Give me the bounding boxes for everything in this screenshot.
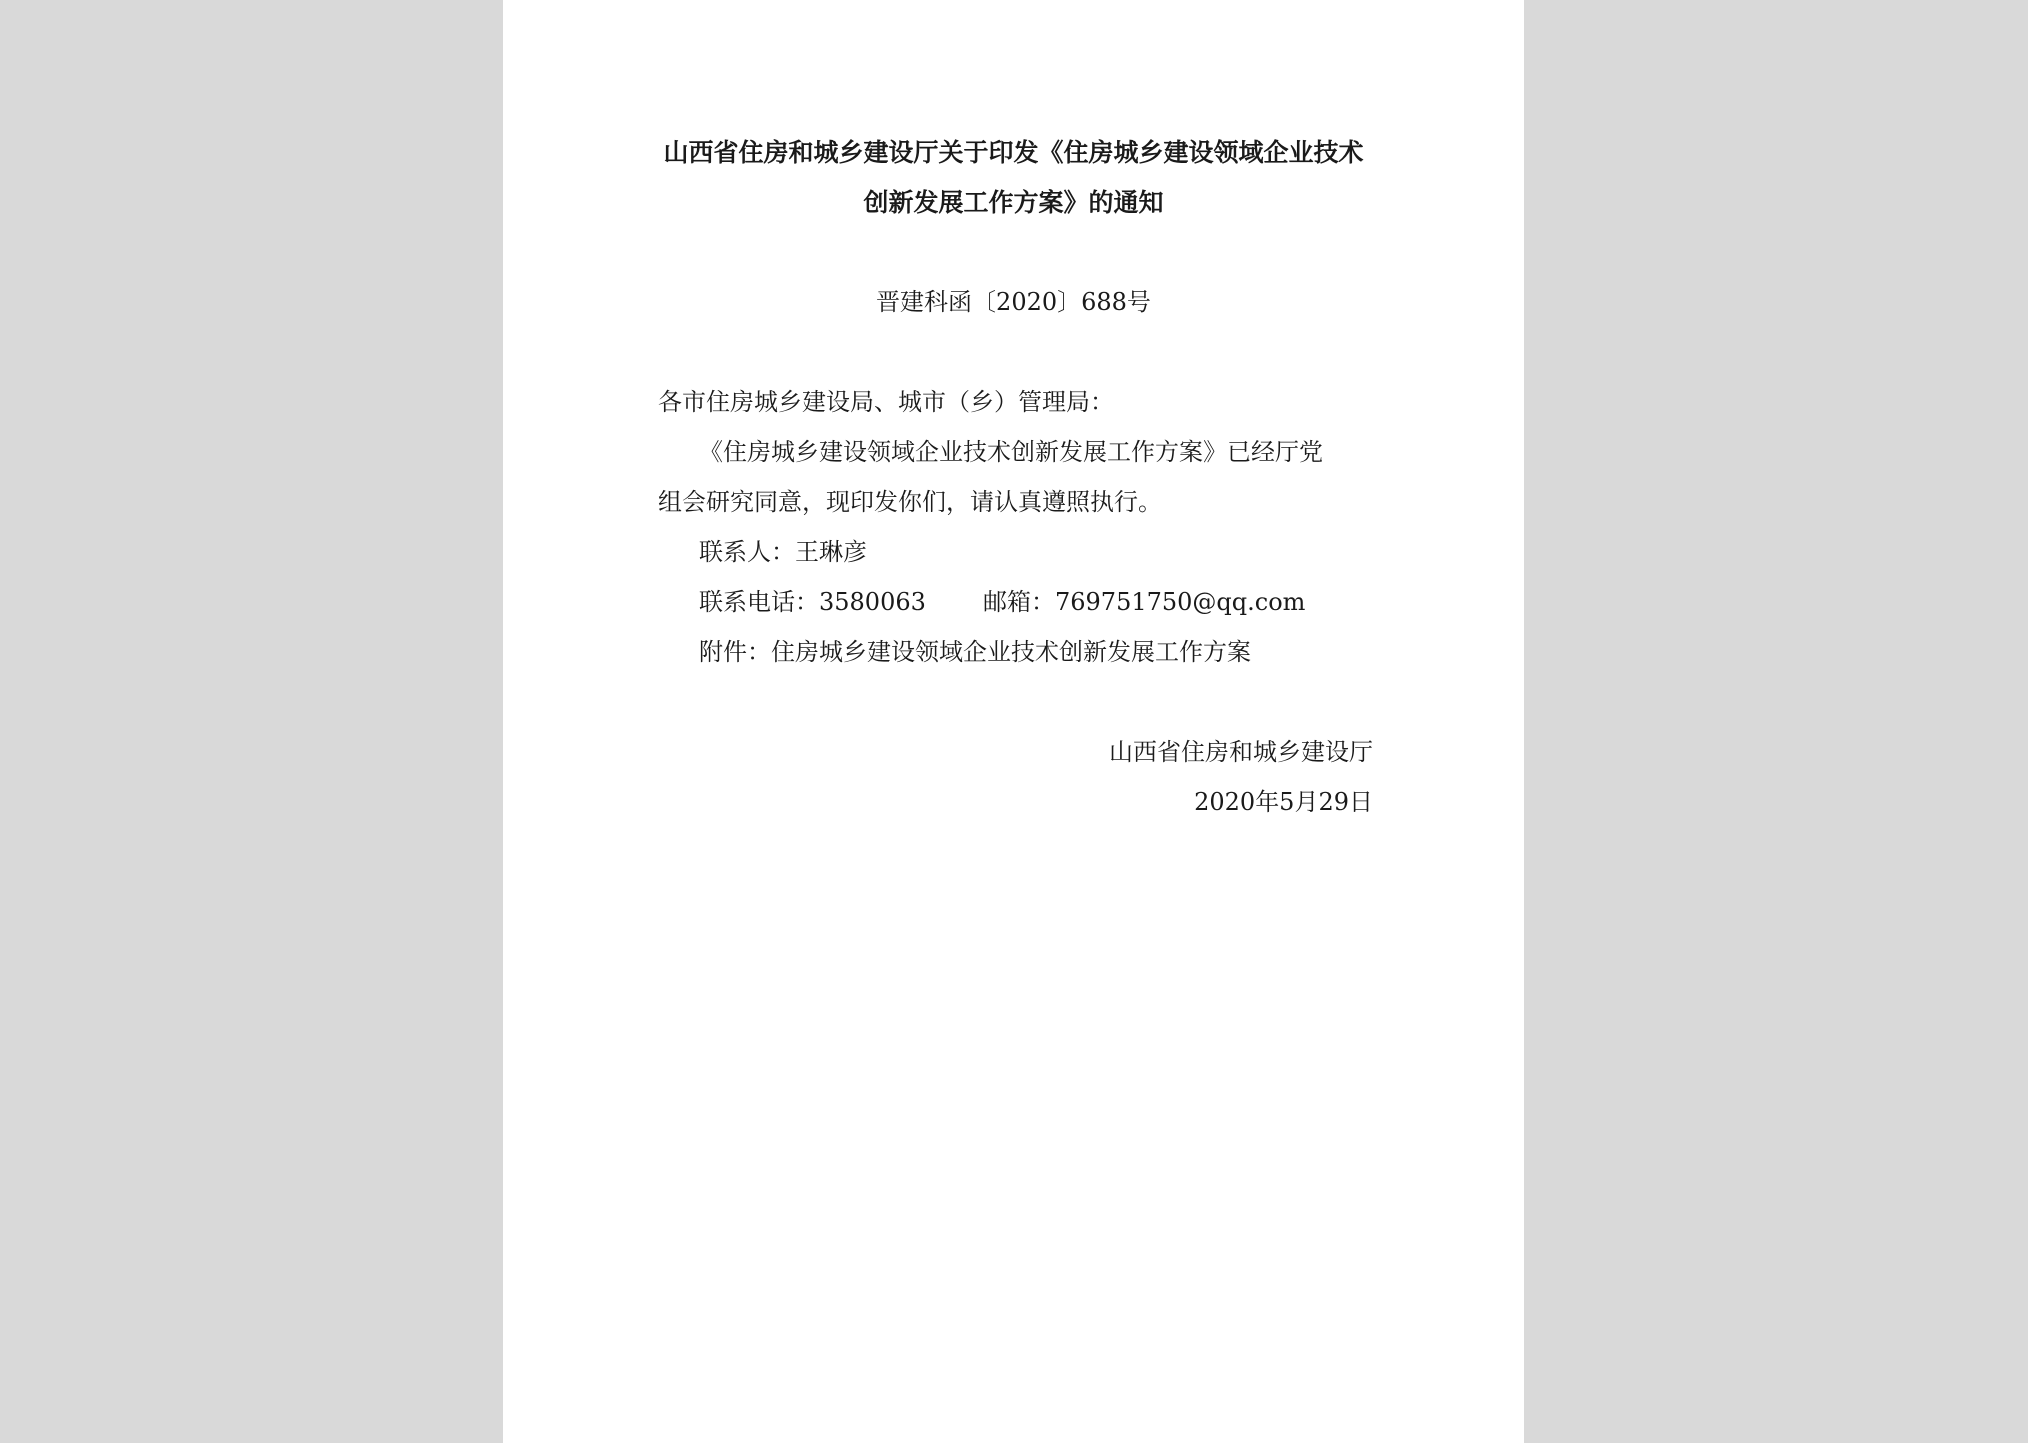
document-title-line-2: 创新发展工作方案》的通知: [863, 188, 1164, 217]
issuer: 山西省住房和城乡建设厅: [1109, 738, 1373, 766]
attachment-line: 附件：住房城乡建设领域企业技术创新发展工作方案: [699, 638, 1251, 666]
body-paragraph-line-2: 组会研究同意，现印发你们，请认真遵照执行。: [658, 488, 1162, 516]
contact-person: 联系人：王琳彦: [699, 538, 867, 566]
document-number: 晋建科函〔2020〕688号: [876, 288, 1151, 316]
contact-email: 邮箱：769751750@qq.com: [983, 588, 1306, 616]
issue-date: 2020年5月29日: [1194, 788, 1373, 816]
document-title-line-1: 山西省住房和城乡建设厅关于印发《住房城乡建设领域企业技术: [663, 138, 1364, 167]
salutation: 各市住房城乡建设局、城市（乡）管理局：: [658, 388, 1114, 416]
document-page: [503, 0, 1524, 1443]
body-paragraph-line-1: 《住房城乡建设领域企业技术创新发展工作方案》已经厅党: [699, 438, 1323, 466]
contact-phone: 联系电话：3580063: [699, 588, 926, 616]
